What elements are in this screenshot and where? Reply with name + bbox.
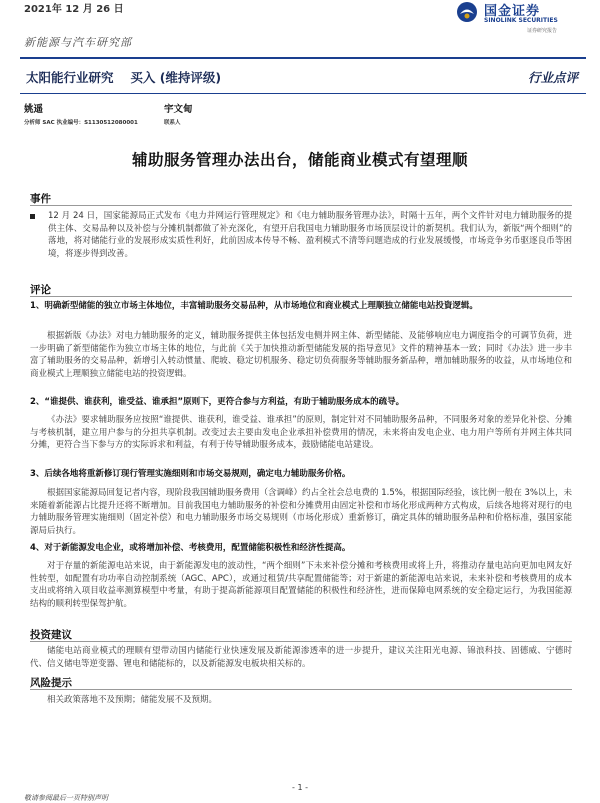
section-heading-event: 事件 bbox=[30, 193, 51, 205]
section-divider bbox=[30, 296, 572, 297]
point-body-1: 根据新版《办法》对电力辅助服务的定义，辅助服务提供主体包括发电侧并网主体、新型储能、及能够响应电力调度指令的可调节负荷，进一步明确了新型储能作为独立市场主体的地位，与此前《关于加快推动新型储能发展的指导意见》文件的精神基本一致；同时《办法》进一步丰富了辅助服务的交易品种，新增引入转动惯量、爬坡、稳定切机服务、稳定切负荷服务等辅助服务新品种，增加辅助服务的收益，从市场地位和商业模式上理顺独立储能电站的投资逻辑。 bbox=[30, 331, 572, 379]
section-heading-invest: 投资建议 bbox=[30, 629, 72, 641]
footer-disclaimer: 敬请参阅最后一页特别声明 bbox=[24, 794, 108, 802]
risk-text: 相关政策落地不及预期；储能发展不及预期。 bbox=[47, 695, 218, 705]
section-heading-risk: 风险提示 bbox=[30, 677, 72, 689]
analyst-name: 姚遥 bbox=[24, 104, 44, 115]
logo-name-cn: 国金证券 bbox=[484, 4, 541, 19]
invest-text: 储能电站商业模式的理顺有望带动国内储能行业快速发展及新能源渗透率的进一步提升，建议关注阳光电源、锦浪科技、固德威、宁德时代、信义储电等逆变器、锂电和储能标的，以及新能源发电板块相关标的。 bbox=[30, 646, 572, 669]
analyst-info: 分析师 SAC 执业编号：S1130512080001 bbox=[24, 120, 138, 126]
logo-subtitle: 证券研究报告 bbox=[527, 28, 558, 34]
section-divider bbox=[30, 641, 572, 642]
logo-name-en: SINOLINK SECURITIES bbox=[484, 17, 558, 24]
section-divider bbox=[30, 205, 572, 206]
analyst-name: 宇文甸 bbox=[164, 104, 193, 115]
point-body-3: 根据国家能源局回复记者内容，现阶段我国辅助服务费用（含调峰）约占全社会总电费的 1.5%，根据国际经验，该比例一般在 3%以上，未来随着新能源占比提升还将不断增加。目前我国电力辅助服务的补偿和分摊费用由固定补偿和市场化形成两种方式构成，后续各地将对现行的电力辅助服务管理实施细则（固定补偿）和电力辅助服务市场交易规则（市场化形成）重新修订，确定具体的辅助服务品种和价格标准，强国家能源局后执行。 bbox=[30, 488, 572, 536]
analyst-2 bbox=[164, 101, 193, 126]
event-paragraph bbox=[30, 210, 572, 260]
bullet-square-icon bbox=[30, 214, 35, 219]
event-text: 12 月 24 日，国家能源局正式发布《电力并网运行管理规定》和《电力辅助服务管理办法》，时隔十五年，两个文件针对电力辅助服务的提供主体、交易品种以及补偿与分摊机制都做了补充深化，有望开启我国电力辅助服务市场顶层设计的新契机。我们认为，新版“两个细则”的落地，将对储能行业的发展形成实质性利好，此前因成本传导不畅、盈利模式不清等问题造成的行业发展缓慢，市场竞争劣币驱逐良币等困境，将逐步得到改善。 bbox=[48, 211, 572, 259]
point-heading-3: 3、后续各地将重新修订现行管理实施细则和市场交易规则，确定电力辅助服务价格。 bbox=[30, 469, 351, 479]
section-divider bbox=[30, 689, 572, 690]
report-type: 行业点评 bbox=[527, 70, 578, 85]
company-logo bbox=[456, 0, 574, 36]
document-title: 辅助服务管理办法出台，储能商业模式有望理顺 bbox=[131, 151, 468, 169]
logo-mark-icon bbox=[456, 1, 478, 23]
section-heading-comment: 评论 bbox=[30, 284, 51, 296]
point-heading-4: 4、对于新能源发电企业，或将增加补偿、考核费用，配置储能积极性和经济性提高。 bbox=[30, 543, 351, 553]
department: 新能源与汽车研究部 bbox=[24, 36, 132, 49]
point-body-4: 对于存量的新能源电站来说，由于新能源发电的波动性，“两个细则”下未来补偿分摊和考核费用或将上升，将推动存量电站向更加电网友好性转型，如配置有功功率自动控制系统（AGC、APC），或通过租赁/共享配置储能等；对于新建的新能源电站来说，未来补偿和考核费用的成本支出或将纳入项目收益率测算模型中考量，有助于提高新能源项目配置储能的积极性和经济性，进而保障电网系统的安全稳定运行，为我国能源结构的顺利转型保驾护航。 bbox=[30, 561, 572, 609]
page-number: - 1 - bbox=[292, 783, 308, 792]
report-title: 太阳能行业研究 买入 (维持评级) bbox=[26, 70, 222, 85]
analyst-info: 联系人 bbox=[164, 120, 181, 126]
report-date: 2021年 12 月 26 日 bbox=[24, 4, 124, 15]
analyst-1 bbox=[24, 101, 138, 126]
report-header-bar bbox=[20, 57, 586, 94]
point-heading-1: 1、明确新型储能的独立市场主体地位，丰富辅助服务交易品种，从市场地位和商业模式上理顺独立储能电站投資逻辑。 bbox=[30, 301, 478, 311]
point-heading-2: 2、“谁提供、谁获利，谁受益、谁承担”原则下，更符合参与方利益，有助于辅助服务成本的疏导。 bbox=[30, 397, 405, 407]
point-body-2: 《办法》要求辅助服务应按照“谁提供、谁获利，谁受益、谁承担”的原则，制定针对不同辅助服务品种，不同服务对象的差异化补偿、分摊与考核机制，建立用户参与的分担共享机制。改变过去主要由发电企业承担补偿费用的情况，未来将由发电企业、电力用户等所有并网主体共同分摊，更符合当下参与方的实际诉求和利益，有利于传导辅助服务成本，鼓励储能电站建设。 bbox=[30, 415, 572, 451]
